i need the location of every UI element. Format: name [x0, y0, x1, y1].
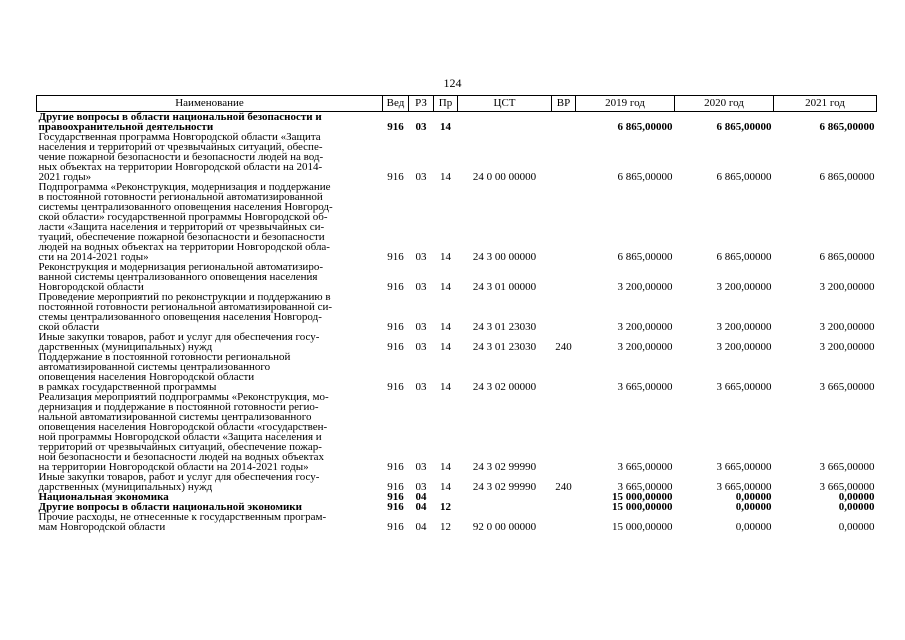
column-header-rz: РЗ	[409, 96, 434, 112]
cell-cst: 24 3 01 23030	[472, 321, 537, 333]
cell-name-line: сти на 2014-2021 годы»	[38, 251, 149, 263]
cell-2021: 3 200,00000	[819, 321, 875, 333]
cell-rz: 03	[415, 381, 427, 393]
cell-name-line: автоматизированной системы централизованного	[38, 361, 271, 373]
cell-ved: 916	[387, 281, 404, 293]
table-row	[37, 472, 877, 492]
cell-2020: 3 200,00000	[716, 321, 772, 333]
cell-2020: 6 865,00000	[716, 121, 772, 133]
cell-name	[37, 182, 383, 262]
cell-name-line: населения и территорий от чрезвычайных ситуаций, обеспе-	[38, 141, 323, 153]
cell-name	[37, 472, 383, 492]
table-row	[37, 292, 877, 332]
cell-cst: 92 0 00 00000	[472, 521, 537, 533]
cell-name-line: дернизация и поддержание в постоянной готовности регио-	[38, 401, 319, 413]
column-header-pr: Пр	[434, 96, 458, 112]
cell-vr: 240	[555, 341, 572, 353]
cell-name-line: на территории Новгородской области на 2014-2021 годы»	[38, 461, 309, 473]
cell-name-line: ванной системы централизованного оповещения населения	[38, 271, 318, 283]
cell-name	[37, 392, 383, 472]
cell-2020: 3 665,00000	[716, 381, 772, 393]
cell-name-line: Подпрограмма «Реконструкция, модернизация и поддержание	[38, 181, 331, 193]
cell-name	[37, 292, 383, 332]
cell-2019: 6 865,00000	[617, 121, 673, 133]
cell-name-line: оповещения населения Новгородской области «государствен-	[38, 421, 328, 433]
column-header-2021: 2021 год	[774, 96, 877, 112]
cell-2020: 6 865,00000	[716, 251, 772, 263]
table-row	[37, 112, 877, 133]
cell-2019: 3 665,00000	[617, 481, 673, 493]
cell-2021: 3 665,00000	[819, 381, 875, 393]
cell-2019: 3 665,00000	[617, 461, 673, 473]
column-header-2019: 2019 год	[576, 96, 675, 112]
cell-2019: 6 865,00000	[617, 251, 673, 263]
cell-2019: 15 000,00000	[612, 521, 673, 533]
cell-pr: 14	[440, 481, 451, 493]
cell-cst	[458, 112, 552, 133]
table-row	[37, 182, 877, 262]
cell-2019: 3 200,00000	[617, 321, 673, 333]
cell-vr	[552, 502, 576, 512]
cell-name-line: Другие вопросы в области национальной экономики	[38, 501, 302, 513]
cell-name-line: Реконструкция и модернизация региональной автоматизиро-	[38, 261, 323, 273]
table-body	[37, 112, 877, 533]
cell-2021: 3 200,00000	[819, 341, 875, 353]
cell-name	[37, 352, 383, 392]
cell-cst: 24 0 00 00000	[472, 171, 537, 183]
cell-name-line: постоянной готовности региональной автоматизированной си-	[38, 301, 333, 313]
budget-table	[36, 95, 877, 532]
cell-vr	[552, 512, 576, 532]
cell-name-line: в рамках государственной программы	[38, 381, 217, 393]
cell-name-line: дарственных (муниципальных) нужд	[38, 341, 213, 353]
cell-name-line: Национальная экономика	[38, 491, 169, 503]
cell-2020: 6 865,00000	[716, 171, 772, 183]
cell-cst: 24 3 02 00000	[472, 381, 537, 393]
cell-name-line: Иные закупки товаров, работ и услуг для обеспечения госу-	[38, 331, 320, 343]
cell-cst: 24 3 00 00000	[472, 251, 537, 263]
cell-rz: 03	[415, 341, 427, 353]
cell-name-line: Другие вопросы в области национальной безопасности и	[38, 111, 322, 123]
cell-vr	[552, 392, 576, 472]
cell-pr: 12	[440, 521, 451, 533]
cell-name-line: чение пожарной безопасности и безопасности людей на вод-	[38, 151, 324, 163]
cell-name-line: правоохранительной деятельности	[38, 121, 214, 133]
cell-name-line: Проведение мероприятий по реконструкции и поддержанию в	[38, 291, 331, 303]
cell-ved: 916	[387, 521, 404, 533]
cell-vr	[552, 262, 576, 292]
cell-name-line: мам Новгородской области	[38, 521, 166, 533]
cell-rz: 03	[415, 121, 427, 133]
cell-pr: 14	[440, 381, 451, 393]
cell-name	[37, 262, 383, 292]
table-header-row	[37, 96, 877, 112]
page-number: 124	[443, 76, 462, 90]
cell-name-line: системы централизованного оповещения населения Новгород-	[38, 201, 333, 213]
cell-2021: 3 665,00000	[819, 481, 875, 493]
cell-name-line: ской области	[38, 321, 100, 333]
column-header-vr: ВР	[552, 96, 576, 112]
cell-2020: 3 200,00000	[716, 341, 772, 353]
cell-name-line: людей на водных объектах на территории Новгородской обла-	[38, 241, 330, 253]
cell-vr: 240	[555, 481, 572, 493]
cell-ved: 916	[387, 381, 404, 393]
column-header-ved: Вед	[383, 96, 409, 112]
cell-cst: 24 3 01 00000	[472, 281, 537, 293]
cell-name-line: ной программы Новгородской области «Защита населения и	[38, 431, 322, 443]
cell-ved: 916	[387, 461, 404, 473]
cell-2019: 15 000,00000	[612, 501, 673, 513]
cell-vr	[552, 492, 576, 502]
cell-rz: 03	[415, 171, 427, 183]
cell-name-line: нальной автоматизированной системы централизованного	[38, 411, 312, 423]
cell-rz: 03	[415, 461, 427, 473]
cell-2021: 3 665,00000	[819, 461, 875, 473]
cell-pr: 14	[440, 321, 451, 333]
table-row	[37, 132, 877, 182]
cell-2020: 3 665,00000	[716, 461, 772, 473]
cell-pr: 12	[440, 501, 451, 513]
cell-name-line: в постоянной готовности региональной автоматизированной	[38, 191, 323, 203]
table-row	[37, 262, 877, 292]
cell-vr	[552, 182, 576, 262]
cell-name	[37, 132, 383, 182]
cell-rz: 04	[415, 521, 427, 533]
cell-name-line: дарственных (муниципальных) нужд	[38, 481, 213, 493]
column-header-name: Наименование	[37, 96, 383, 112]
cell-name-line: Реализация мероприятий подпрограммы «Реконструкция, мо-	[38, 391, 329, 403]
table-row	[37, 352, 877, 392]
cell-name-line: 2021 годы»	[38, 171, 92, 183]
cell-name	[37, 332, 383, 352]
cell-name-line: ной безопасности и безопасности людей на водных объектах	[38, 451, 325, 463]
cell-ved: 916	[387, 121, 404, 133]
cell-rz: 04	[415, 501, 427, 513]
cell-name-line: стемы централизованного оповещения населения Новгород-	[38, 311, 322, 323]
cell-cst: 24 3 01 23030	[472, 341, 537, 353]
column-header-2020: 2020 год	[675, 96, 774, 112]
cell-name-line: ных объектах на территории Новгородской области на 2014-	[38, 161, 323, 173]
cell-2021: 0,00000	[838, 491, 875, 503]
cell-name-line: ласти «Защита населения и территорий от чрезвычайных си-	[38, 221, 325, 233]
cell-name-line: Иные закупки товаров, работ и услуг для обеспечения госу-	[38, 471, 320, 483]
cell-cst	[458, 492, 552, 502]
cell-ved: 916	[387, 251, 404, 263]
cell-rz: 03	[415, 281, 427, 293]
cell-vr	[552, 132, 576, 182]
cell-name-line: туаций, обеспечение пожарной безопасности и безопасности	[38, 231, 325, 243]
cell-vr	[552, 112, 576, 133]
cell-ved: 916	[387, 481, 404, 493]
cell-name-line: Новгородской области	[38, 281, 144, 293]
cell-name	[37, 512, 383, 532]
cell-vr	[552, 292, 576, 332]
table-row	[37, 332, 877, 352]
cell-name-line: Государственная программа Новгородской области «Защита	[38, 131, 321, 143]
cell-rz: 04	[415, 491, 427, 503]
cell-cst: 24 3 02 99990	[472, 461, 537, 473]
cell-name-line: Прочие расходы, не отнесенные к государственным програм-	[38, 511, 327, 523]
cell-ved: 916	[387, 341, 404, 353]
cell-pr: 14	[440, 121, 451, 133]
cell-name-line: оповещения населения Новгородской области	[38, 371, 255, 383]
table-row	[37, 392, 877, 472]
cell-2019: 3 200,00000	[617, 281, 673, 293]
cell-cst	[458, 502, 552, 512]
cell-2021: 6 865,00000	[819, 251, 875, 263]
cell-2021: 6 865,00000	[819, 171, 875, 183]
cell-2019: 15 000,00000	[612, 491, 673, 503]
cell-2020: 0,00000	[735, 491, 772, 503]
cell-rz: 03	[415, 251, 427, 263]
cell-cst: 24 3 02 99990	[472, 481, 537, 493]
cell-rz: 03	[415, 481, 427, 493]
cell-pr: 14	[440, 461, 451, 473]
cell-vr	[552, 352, 576, 392]
cell-2020: 0,00000	[735, 521, 772, 533]
cell-ved: 916	[387, 491, 404, 503]
cell-name	[37, 112, 383, 133]
cell-ved: 916	[387, 321, 404, 333]
cell-pr: 14	[440, 281, 451, 293]
cell-2019: 6 865,00000	[617, 171, 673, 183]
cell-pr: 14	[440, 251, 451, 263]
cell-2020: 3 665,00000	[716, 481, 772, 493]
cell-rz: 03	[415, 321, 427, 333]
cell-pr: 14	[440, 171, 451, 183]
cell-2020: 0,00000	[735, 501, 772, 513]
cell-2021: 6 865,00000	[819, 121, 875, 133]
cell-2021: 0,00000	[838, 501, 875, 513]
cell-name-line: ской области» государственной программы Новгородской об-	[38, 211, 328, 223]
cell-ved: 916	[387, 501, 404, 513]
cell-2019: 3 200,00000	[617, 341, 673, 353]
cell-2020: 3 200,00000	[716, 281, 772, 293]
column-header-cst: ЦСТ	[458, 96, 552, 112]
cell-2019: 3 665,00000	[617, 381, 673, 393]
cell-pr: 14	[440, 341, 451, 353]
cell-2021: 0,00000	[838, 521, 875, 533]
cell-name-line: территорий от чрезвычайных ситуаций, обеспечение пожар-	[38, 441, 322, 453]
cell-ved: 916	[387, 171, 404, 183]
cell-name-line: Поддержание в постоянной готовности региональной	[38, 351, 291, 363]
cell-2021: 3 200,00000	[819, 281, 875, 293]
table-row	[37, 512, 877, 532]
